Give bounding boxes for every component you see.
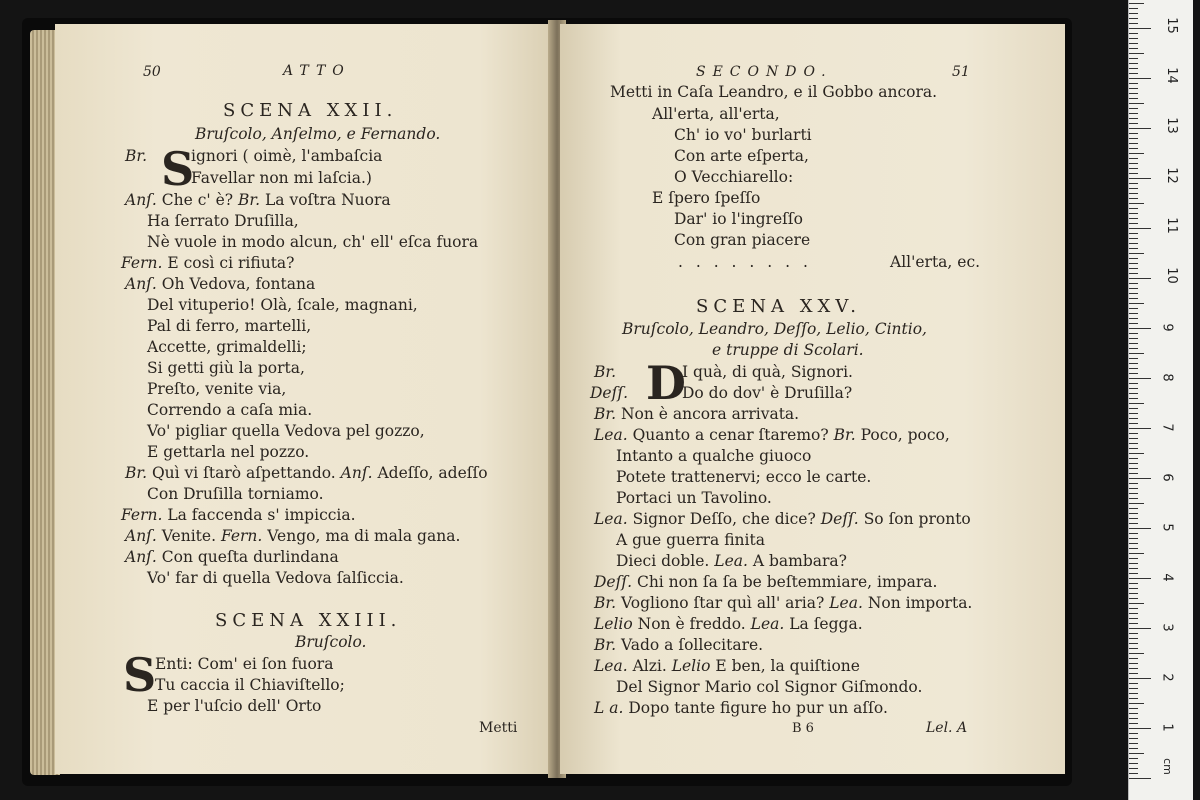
speaker: Br.	[238, 191, 261, 209]
ruler-tick	[1129, 138, 1138, 139]
ruler-tick	[1129, 123, 1138, 124]
ruler-tick	[1129, 248, 1138, 249]
verse-line	[594, 656, 860, 677]
ruler-tick	[1129, 583, 1138, 584]
ruler-number: 15	[1163, 17, 1179, 34]
verse-line	[594, 404, 799, 425]
verse-line	[616, 551, 847, 572]
verse-line	[594, 614, 863, 635]
ruler-tick	[1129, 148, 1138, 149]
verse-line: Portaci un Tavolino.	[616, 489, 772, 507]
speaker: Anſ.	[125, 275, 157, 293]
ruler-tick	[1129, 83, 1138, 84]
verse-line: Ch' io vo' burlarti	[674, 126, 812, 144]
speech: A bambara?	[752, 552, 847, 570]
speaker: Lelio	[594, 615, 633, 633]
ruler-tick	[1129, 373, 1138, 374]
ruler-tick	[1129, 668, 1138, 669]
ruler-tick	[1129, 433, 1138, 434]
signature-mark: B 6	[792, 721, 814, 736]
ruler-tick	[1129, 498, 1138, 499]
ruler-tick	[1129, 513, 1138, 514]
verse-line: Correndo a caſa mia.	[147, 401, 313, 419]
ruler-tick	[1129, 93, 1138, 94]
ruler-tick	[1129, 143, 1138, 144]
ruler-tick	[1129, 693, 1138, 694]
ruler-tick	[1129, 313, 1138, 314]
ruler-tick	[1129, 183, 1138, 184]
right-page-number: 51	[952, 64, 970, 80]
ruler-number: 2	[1159, 673, 1175, 682]
speech: La voſtra Nuora	[264, 191, 391, 209]
scene-xxiii-title: SCENA XXIII.	[215, 610, 402, 631]
ruler-tick	[1129, 228, 1151, 229]
ruler-tick	[1129, 233, 1138, 234]
ruler-tick	[1129, 263, 1138, 264]
speech: Venite.	[161, 527, 216, 545]
ruler-tick	[1129, 418, 1138, 419]
ruler-number: 6	[1159, 473, 1175, 482]
ruler-tick	[1129, 658, 1138, 659]
ruler-tick	[1129, 538, 1138, 539]
drop-capital: S	[123, 648, 157, 702]
ruler-tick	[1129, 678, 1151, 679]
verse-line: Accette, grimaldelli;	[147, 338, 307, 356]
ruler-tick	[1129, 13, 1138, 14]
verse-line	[125, 526, 460, 547]
ruler-tick	[1129, 613, 1138, 614]
verse-line: Ha ſerrato Druſilla,	[147, 212, 299, 230]
ruler-tick	[1129, 758, 1138, 759]
ruler-tick	[1129, 458, 1138, 459]
verse-line: Intanto a qualche giuoco	[616, 447, 812, 465]
ruler-tick	[1129, 578, 1151, 579]
ruler-tick	[1129, 213, 1138, 214]
speaker: Lea.	[594, 657, 628, 675]
scene-xxv-title: SCENA XXV.	[696, 296, 861, 317]
speech: Che c' è?	[161, 191, 234, 209]
verse-line: Si getti giù la porta,	[147, 359, 305, 377]
speech: So ſon pronto	[863, 510, 971, 528]
ruler-tick	[1129, 493, 1138, 494]
ruler-tick	[1129, 483, 1138, 484]
verse-line	[125, 274, 315, 295]
ruler-tick	[1129, 423, 1138, 424]
ruler-tick	[1129, 223, 1138, 224]
ruler-tick	[1129, 113, 1138, 114]
ruler-tick	[1129, 413, 1138, 414]
speaker: Deſſ.	[590, 384, 629, 402]
ruler-tick	[1129, 673, 1138, 674]
ruler-tick	[1129, 743, 1138, 744]
verse-line	[594, 509, 971, 530]
ruler-tick	[1129, 718, 1138, 719]
ruler-tick	[1129, 403, 1144, 404]
ruler-tick	[1129, 638, 1138, 639]
measurement-ruler	[1128, 0, 1193, 800]
verse-line	[594, 635, 763, 656]
speaker: Lea.	[594, 510, 628, 528]
ruler-tick	[1129, 33, 1138, 34]
ruler-tick	[1129, 258, 1138, 259]
ruler-tick	[1129, 348, 1138, 349]
speech: Dieci doble.	[616, 552, 710, 570]
ruler-tick	[1129, 333, 1138, 334]
ruler-tick	[1129, 588, 1138, 589]
ruler-tick	[1129, 198, 1138, 199]
ruler-tick	[1129, 598, 1138, 599]
ruler-tick	[1129, 308, 1138, 309]
ruler-tick	[1129, 48, 1138, 49]
ruler-tick	[1129, 518, 1138, 519]
speech: Alzi.	[632, 657, 667, 675]
ruler-tick	[1129, 478, 1151, 479]
ruler-tick	[1129, 303, 1144, 304]
ruler-tick	[1129, 708, 1138, 709]
ruler-tick	[1129, 118, 1138, 119]
ruler-tick	[1129, 103, 1144, 104]
speaker: Anſ.	[125, 548, 157, 566]
verse-line: Del Signor Mario col Signor Giſmondo.	[616, 678, 923, 696]
ruler-tick	[1129, 663, 1138, 664]
speech: La faccenda s' impiccia.	[167, 506, 356, 524]
speaker: Deſſ.	[594, 573, 633, 591]
speaker: Br.	[594, 405, 617, 423]
drop-capital: S	[161, 142, 195, 196]
ruler-tick	[1129, 283, 1138, 284]
ruler-number: 14	[1163, 67, 1179, 84]
ruler-tick	[1129, 18, 1138, 19]
ruler-tick	[1129, 363, 1138, 364]
ruler-tick	[1129, 388, 1138, 389]
ruler-tick	[1129, 43, 1138, 44]
ruler-tick	[1129, 723, 1138, 724]
ruler-number: 9	[1159, 323, 1175, 332]
speech: Poco, poco,	[860, 426, 950, 444]
ruler-tick	[1129, 338, 1138, 339]
speaker: Lea.	[829, 594, 863, 612]
ruler-number: 10	[1163, 267, 1179, 284]
ruler-tick	[1129, 453, 1144, 454]
ruler-tick	[1129, 768, 1138, 769]
drop-capital: D	[646, 356, 686, 410]
verse-line: Enti: Com' ei ſon fuora	[155, 655, 334, 673]
speech: Vado a ſollecitare.	[620, 636, 764, 654]
ruler-tick	[1129, 28, 1151, 29]
verse-line	[125, 463, 488, 484]
speech: Quì vi ſtarò aſpettando.	[151, 464, 336, 482]
verse-line	[121, 505, 356, 526]
ruler-tick	[1129, 683, 1138, 684]
speaker: Anſ.	[125, 527, 157, 545]
speech: Vengo, ma di mala gana.	[267, 527, 461, 545]
verse-line: Pal di ferro, martelli,	[147, 317, 312, 335]
ruler-tick	[1129, 253, 1144, 254]
ruler-tick	[1129, 408, 1138, 409]
speaker: Br.	[594, 594, 617, 612]
ruler-number: 3	[1159, 623, 1175, 632]
verse-line	[121, 253, 294, 274]
verse-line: Con Druſilla torniamo.	[147, 485, 324, 503]
ruler-tick	[1129, 728, 1151, 729]
catchword: Metti	[479, 720, 518, 736]
ruler-tick	[1129, 633, 1138, 634]
right-page	[560, 24, 1065, 774]
ruler-tick	[1129, 643, 1138, 644]
ruler-number: 5	[1159, 523, 1175, 532]
ruler-tick	[1129, 268, 1138, 269]
speech: Non è freddo.	[637, 615, 746, 633]
speaker: Deſſ.	[820, 510, 859, 528]
ruler-tick	[1129, 648, 1138, 649]
verse-line: E gettarla nel pozzo.	[147, 443, 310, 461]
speech: Con queſta durlindana	[161, 548, 339, 566]
ruler-tick	[1129, 8, 1138, 9]
speech: Signor Deſſo, che dice?	[632, 510, 816, 528]
ruler-tick	[1129, 543, 1138, 544]
verse-line: Vo' pigliar quella Vedova pel gozzo,	[147, 422, 425, 440]
verse-line: Do do dov' è Druſilla?	[682, 384, 853, 402]
ruler-tick	[1129, 688, 1138, 689]
ruler-tick	[1129, 573, 1138, 574]
ruler-tick	[1129, 208, 1138, 209]
scene-xxii-title: SCENA XXII.	[223, 100, 398, 121]
ruler-tick	[1129, 168, 1138, 169]
speech: E così ci rifiuta?	[167, 254, 295, 272]
ruler-tick	[1129, 368, 1138, 369]
speaker: Br.	[125, 147, 148, 165]
verse-line: Nè vuole in modo alcun, ch' ell' eſca fuora	[147, 233, 479, 251]
ruler-tick	[1129, 563, 1138, 564]
ruler-number: 12	[1163, 167, 1179, 184]
verse-line: Del vituperio! Olà, ſcale, magnani,	[147, 296, 418, 314]
ruler-tick	[1129, 593, 1138, 594]
ruler-tick	[1129, 398, 1138, 399]
ruler-tick	[1129, 58, 1138, 59]
verse-line: A gue guerra finita	[616, 531, 765, 549]
speech: Adeſſo, adeſſo	[377, 464, 488, 482]
ruler-tick	[1129, 38, 1138, 39]
ruler-tick	[1129, 328, 1151, 329]
speaker: Fern.	[121, 254, 163, 272]
ruler-tick	[1129, 733, 1138, 734]
ruler-tick	[1129, 173, 1138, 174]
ruler-tick	[1129, 53, 1144, 54]
ruler-tick	[1129, 703, 1144, 704]
verse-line	[594, 593, 972, 614]
right-running-header: SECONDO.	[696, 64, 833, 80]
ruler-tick	[1129, 618, 1138, 619]
ruler-tick	[1129, 463, 1138, 464]
ruler-tick	[1129, 293, 1138, 294]
speech: E ben, la quiſtione	[715, 657, 860, 675]
ruler-tick	[1129, 23, 1138, 24]
ruler-number: 4	[1159, 573, 1175, 582]
speaker: Anſ.	[125, 191, 157, 209]
ruler-tick	[1129, 713, 1138, 714]
ruler-tick	[1129, 158, 1138, 159]
speaker: Br.	[594, 363, 617, 381]
ruler-number: 8	[1159, 373, 1175, 382]
speaker: Br.	[833, 426, 856, 444]
ruler-tick	[1129, 558, 1138, 559]
speaker: Lelio	[671, 657, 711, 675]
verse-line: Con arte eſperta,	[674, 147, 809, 165]
ruler-tick	[1129, 748, 1138, 749]
ruler-tick	[1129, 278, 1151, 279]
ruler-number: 1	[1159, 723, 1175, 732]
scene-xxv-cast: Bruſcolo, Leandro, Deſſo, Lelio, Cintio,	[622, 320, 927, 338]
ruler-tick	[1129, 288, 1138, 289]
catchword: Lel. A	[926, 720, 968, 736]
verse-line: O Vecchiarello:	[674, 168, 794, 186]
ruler-tick	[1129, 548, 1138, 549]
ruler-tick	[1129, 343, 1138, 344]
verse-line: Dar' io l'ingreſſo	[674, 210, 803, 228]
ruler-tick	[1129, 533, 1138, 534]
ruler-tick	[1129, 383, 1138, 384]
ruler-tick	[1129, 298, 1138, 299]
ruler-tick	[1129, 528, 1151, 529]
speaker: Lea.	[594, 426, 628, 444]
ruler-tick	[1129, 448, 1138, 449]
ruler-tick	[1129, 443, 1138, 444]
ruler-tick	[1129, 438, 1138, 439]
ruler-tick	[1129, 468, 1138, 469]
ruler-tick	[1129, 358, 1138, 359]
speech: Non importa.	[867, 594, 973, 612]
verse-line: All'erta, ec.	[890, 253, 981, 271]
ruler-number: 13	[1163, 117, 1179, 134]
speaker: Lea.	[750, 615, 785, 633]
verse-line	[594, 425, 950, 446]
ruler-tick	[1129, 323, 1138, 324]
ruler-tick	[1129, 78, 1151, 79]
speaker: Fern.	[220, 527, 263, 545]
ruler-tick	[1129, 108, 1138, 109]
left-page	[55, 24, 555, 774]
ruler-tick	[1129, 473, 1138, 474]
left-running-header: ATTO	[283, 63, 351, 79]
ruler-tick	[1129, 318, 1138, 319]
left-page-number: 50	[143, 64, 161, 80]
ruler-number: 7	[1159, 423, 1175, 432]
ruler-tick	[1129, 243, 1138, 244]
ruler-tick	[1129, 653, 1144, 654]
ruler-tick	[1129, 63, 1138, 64]
speaker: Lea.	[714, 552, 748, 570]
scene-xxii-cast: Bruſcolo, Anſelmo, e Fernando.	[195, 125, 441, 143]
verse-line	[594, 572, 937, 593]
ruler-tick	[1129, 568, 1138, 569]
ruler-unit-label: cm	[1160, 758, 1174, 775]
ruler-tick	[1129, 698, 1138, 699]
verse-line: Tu caccia il Chiaviſtello;	[155, 676, 345, 694]
speech: Dopo tante figure ho pur un aſſo.	[628, 699, 888, 717]
verse-line: ignori ( oimè, l'ambaſcia	[191, 147, 383, 165]
speech: Quanto a cenar ſtaremo?	[632, 426, 829, 444]
scene-xxiii-cast: Bruſcolo.	[295, 633, 367, 651]
verse-line	[594, 698, 888, 719]
verse-line: Vo' far di quella Vedova ſalſiccia.	[147, 569, 404, 587]
speech: Oh Vedova, fontana	[161, 275, 316, 293]
ruler-number: 11	[1163, 217, 1179, 234]
speech: Non è ancora arrivata.	[620, 405, 800, 423]
ruler-tick	[1129, 193, 1138, 194]
speech: La ſegga.	[789, 615, 863, 633]
ruler-tick	[1129, 503, 1144, 504]
verse-line: E ſpero ſpeſſo	[652, 189, 761, 207]
ruler-tick	[1129, 393, 1138, 394]
verse-line: I quà, di quà, Signori.	[682, 363, 853, 381]
ruler-tick	[1129, 428, 1151, 429]
ellipsis-dots: . . . . . . . .	[678, 253, 812, 271]
verse-line: All'erta, all'erta,	[652, 105, 780, 123]
verse-line	[125, 547, 339, 568]
ruler-tick	[1129, 778, 1151, 779]
ruler-tick	[1129, 3, 1144, 4]
ruler-tick	[1129, 353, 1144, 354]
speech: Chi non ſa ſa be beſtemmiare, impara.	[636, 573, 938, 591]
speaker: Anſ.	[340, 464, 373, 482]
ruler-tick	[1129, 523, 1138, 524]
ruler-tick	[1129, 553, 1144, 554]
verse-line: Con gran piacere	[674, 231, 811, 249]
speaker: Br.	[125, 464, 148, 482]
ruler-tick	[1129, 68, 1138, 69]
verse-line: Potete trattenervi; ecco le carte.	[616, 468, 872, 486]
ruler-tick	[1129, 623, 1138, 624]
verse-line: Preſto, venite via,	[147, 380, 287, 398]
verse-line	[125, 190, 391, 211]
ruler-tick	[1129, 128, 1151, 129]
ruler-tick	[1129, 188, 1138, 189]
speaker: L a.	[594, 699, 624, 717]
ruler-tick	[1129, 153, 1144, 154]
ruler-tick	[1129, 488, 1138, 489]
ruler-tick	[1129, 608, 1138, 609]
verse-line: Metti in Caſa Leandro, e il Gobbo ancora.	[610, 83, 938, 101]
ruler-tick	[1129, 508, 1138, 509]
ruler-tick	[1129, 738, 1138, 739]
verse-line: E per l'uſcio dell' Orto	[147, 697, 322, 715]
speaker: Fern.	[121, 506, 163, 524]
ruler-tick	[1129, 773, 1138, 774]
speaker: Br.	[594, 636, 617, 654]
ruler-tick	[1129, 628, 1151, 629]
ruler-tick	[1129, 378, 1151, 379]
ruler-tick	[1129, 203, 1144, 204]
ruler-tick	[1129, 73, 1138, 74]
speech: Vogliono ſtar quì all' aria?	[620, 594, 825, 612]
ruler-tick	[1129, 238, 1138, 239]
ruler-tick	[1129, 88, 1138, 89]
ruler-tick	[1129, 98, 1138, 99]
ruler-tick	[1129, 273, 1138, 274]
ruler-tick	[1129, 763, 1138, 764]
ruler-tick	[1129, 603, 1144, 604]
verse-line: Favellar non mi laſcia.)	[191, 169, 372, 187]
scene-xxv-cast: e truppe di Scolari.	[712, 341, 864, 359]
ruler-tick	[1129, 218, 1138, 219]
ruler-tick	[1129, 753, 1144, 754]
ruler-tick	[1129, 163, 1138, 164]
ruler-tick	[1129, 133, 1138, 134]
ruler-tick	[1129, 178, 1151, 179]
